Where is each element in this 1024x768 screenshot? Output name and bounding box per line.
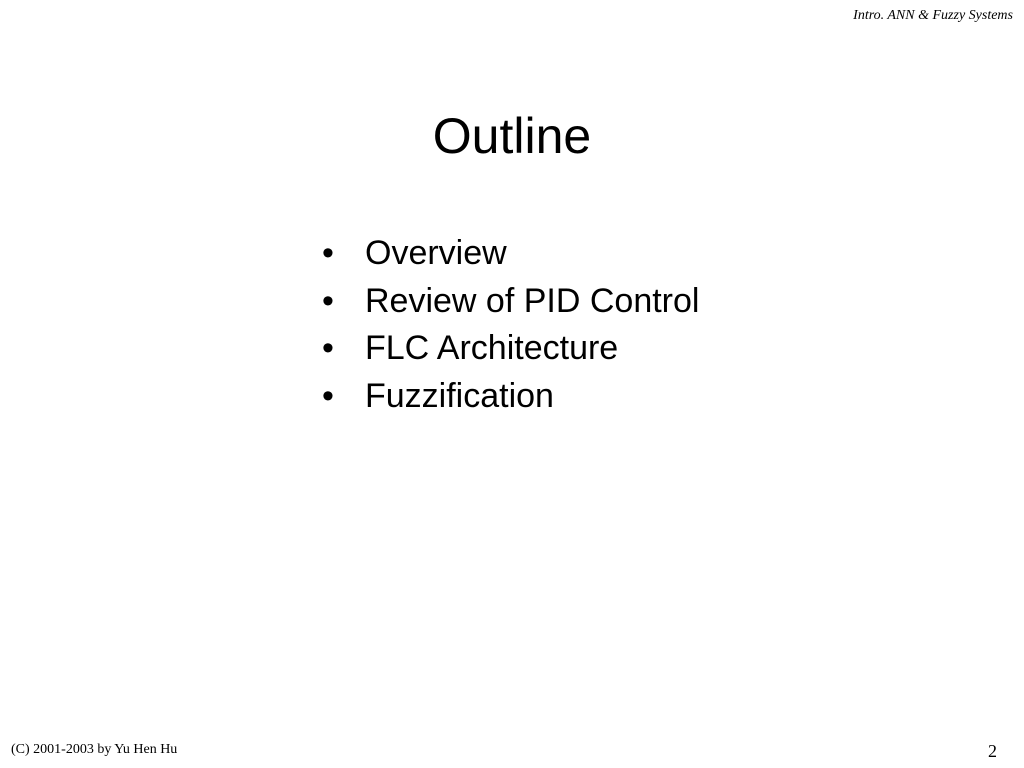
bullet-item	[322, 230, 699, 278]
bullet-item	[322, 325, 699, 373]
course-header: Intro. ANN & Fuzzy Systems	[853, 8, 1013, 23]
bullet-text: Fuzzification	[365, 376, 554, 415]
bullet-item	[322, 373, 699, 421]
page-number: 2	[988, 741, 997, 761]
bullet-icon: •	[322, 281, 334, 320]
bullet-icon: •	[322, 329, 334, 367]
bullet-text: Review of PID Control	[365, 281, 700, 320]
bullet-text: Overview	[365, 234, 507, 272]
bullet-icon: •	[322, 376, 334, 415]
copyright-footer: (C) 2001-2003 by Yu Hen Hu	[11, 742, 178, 757]
bullet-icon: •	[322, 234, 334, 272]
bullet-list	[322, 230, 699, 420]
bullet-item	[322, 278, 699, 326]
bullet-text: FLC Architecture	[365, 329, 619, 367]
slide-title: Outline	[432, 108, 592, 164]
